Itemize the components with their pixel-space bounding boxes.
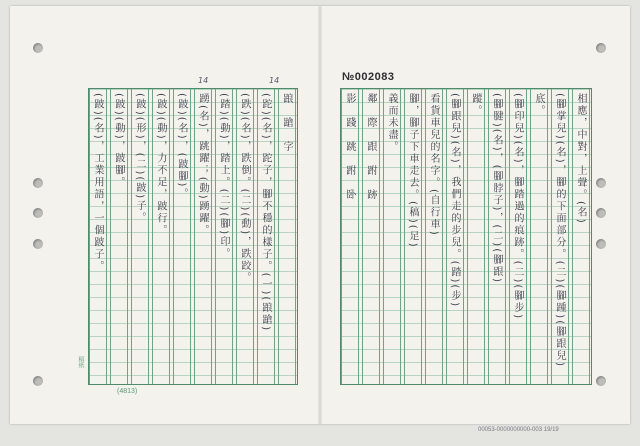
punch-hole	[33, 178, 43, 188]
archive-note: 00053-0000000000-003 19/19	[478, 427, 559, 433]
manuscript-column: (踏)(動)，踏上。(二)(腳)印。	[218, 93, 229, 261]
manuscript-column: (跎)(名)，跎子，腳不穩的樣子。(一)(踉蹌)	[260, 93, 271, 333]
punch-hole	[33, 239, 43, 249]
page-mark: 14	[269, 76, 280, 85]
punch-hole	[33, 208, 43, 218]
manuscript-column: (跛)(動)，力不足，跛行。	[155, 93, 166, 237]
manuscript-column: 底。	[533, 93, 544, 117]
manuscript-column: (跛)(名)，工業用語，一個跛子。	[92, 93, 103, 273]
footer-code: (4813)	[117, 388, 138, 395]
manuscript-column: (腳掌兒)(名)，腳的下面部分。(二)(腳踵)(腳跟兒)	[554, 93, 565, 369]
paper-label: 稿紙	[77, 356, 84, 368]
punch-hole	[596, 178, 606, 188]
punch-hole	[596, 239, 606, 249]
manuscript-column: 鄰 際 跟 跗 跡	[365, 93, 376, 201]
manuscript-column: (腳跟兒)(名)，我們走的步兒。(踏)(步)	[449, 93, 460, 309]
manuscript-column: (跛)(形)，(二)(跛)子。	[134, 93, 145, 225]
manuscript-column: (腳印兒)(名)，腳踏過的痕跡。(二)(腳步)	[512, 93, 523, 321]
punch-hole	[33, 43, 43, 53]
manuscript-column: (腳腱)(名)，(腳脖子)，(二)(腳跟)	[491, 93, 502, 285]
serial-number: №002083	[342, 71, 395, 83]
manuscript-column: 踴(名)，跳躍；(動)踴躍。	[197, 93, 208, 237]
manuscript-column: 看貨車兒的名字。(自行車)	[428, 93, 439, 237]
manuscript-column: 相應，中對，上聲。(名)	[575, 93, 586, 225]
right-page-grid	[340, 88, 592, 385]
punch-hole	[596, 43, 606, 53]
center-fold	[318, 6, 322, 424]
punch-hole	[33, 376, 43, 386]
manuscript-column: 腳，腳子下車走去。(稿)(足)	[407, 93, 418, 249]
manuscript-column: (跛)(動)，跛腳。	[113, 93, 124, 189]
page-mark: 14	[198, 76, 209, 85]
manuscript-column: (跌)(名)，跌倒。(二)(動)，跌跤。	[239, 93, 250, 285]
punch-hole	[596, 376, 606, 386]
punch-hole	[596, 208, 606, 218]
left-page-grid	[88, 88, 298, 385]
manuscript-column: 踉 蹌 字	[281, 93, 292, 153]
manuscript-column: 影 踐 跳 跗 卧	[344, 93, 355, 201]
manuscript-column: 義而未盡。	[386, 93, 397, 153]
manuscript-column: 蹤。	[470, 93, 481, 117]
manuscript-column: (跛)(名)，(跛腳)。	[176, 93, 187, 201]
